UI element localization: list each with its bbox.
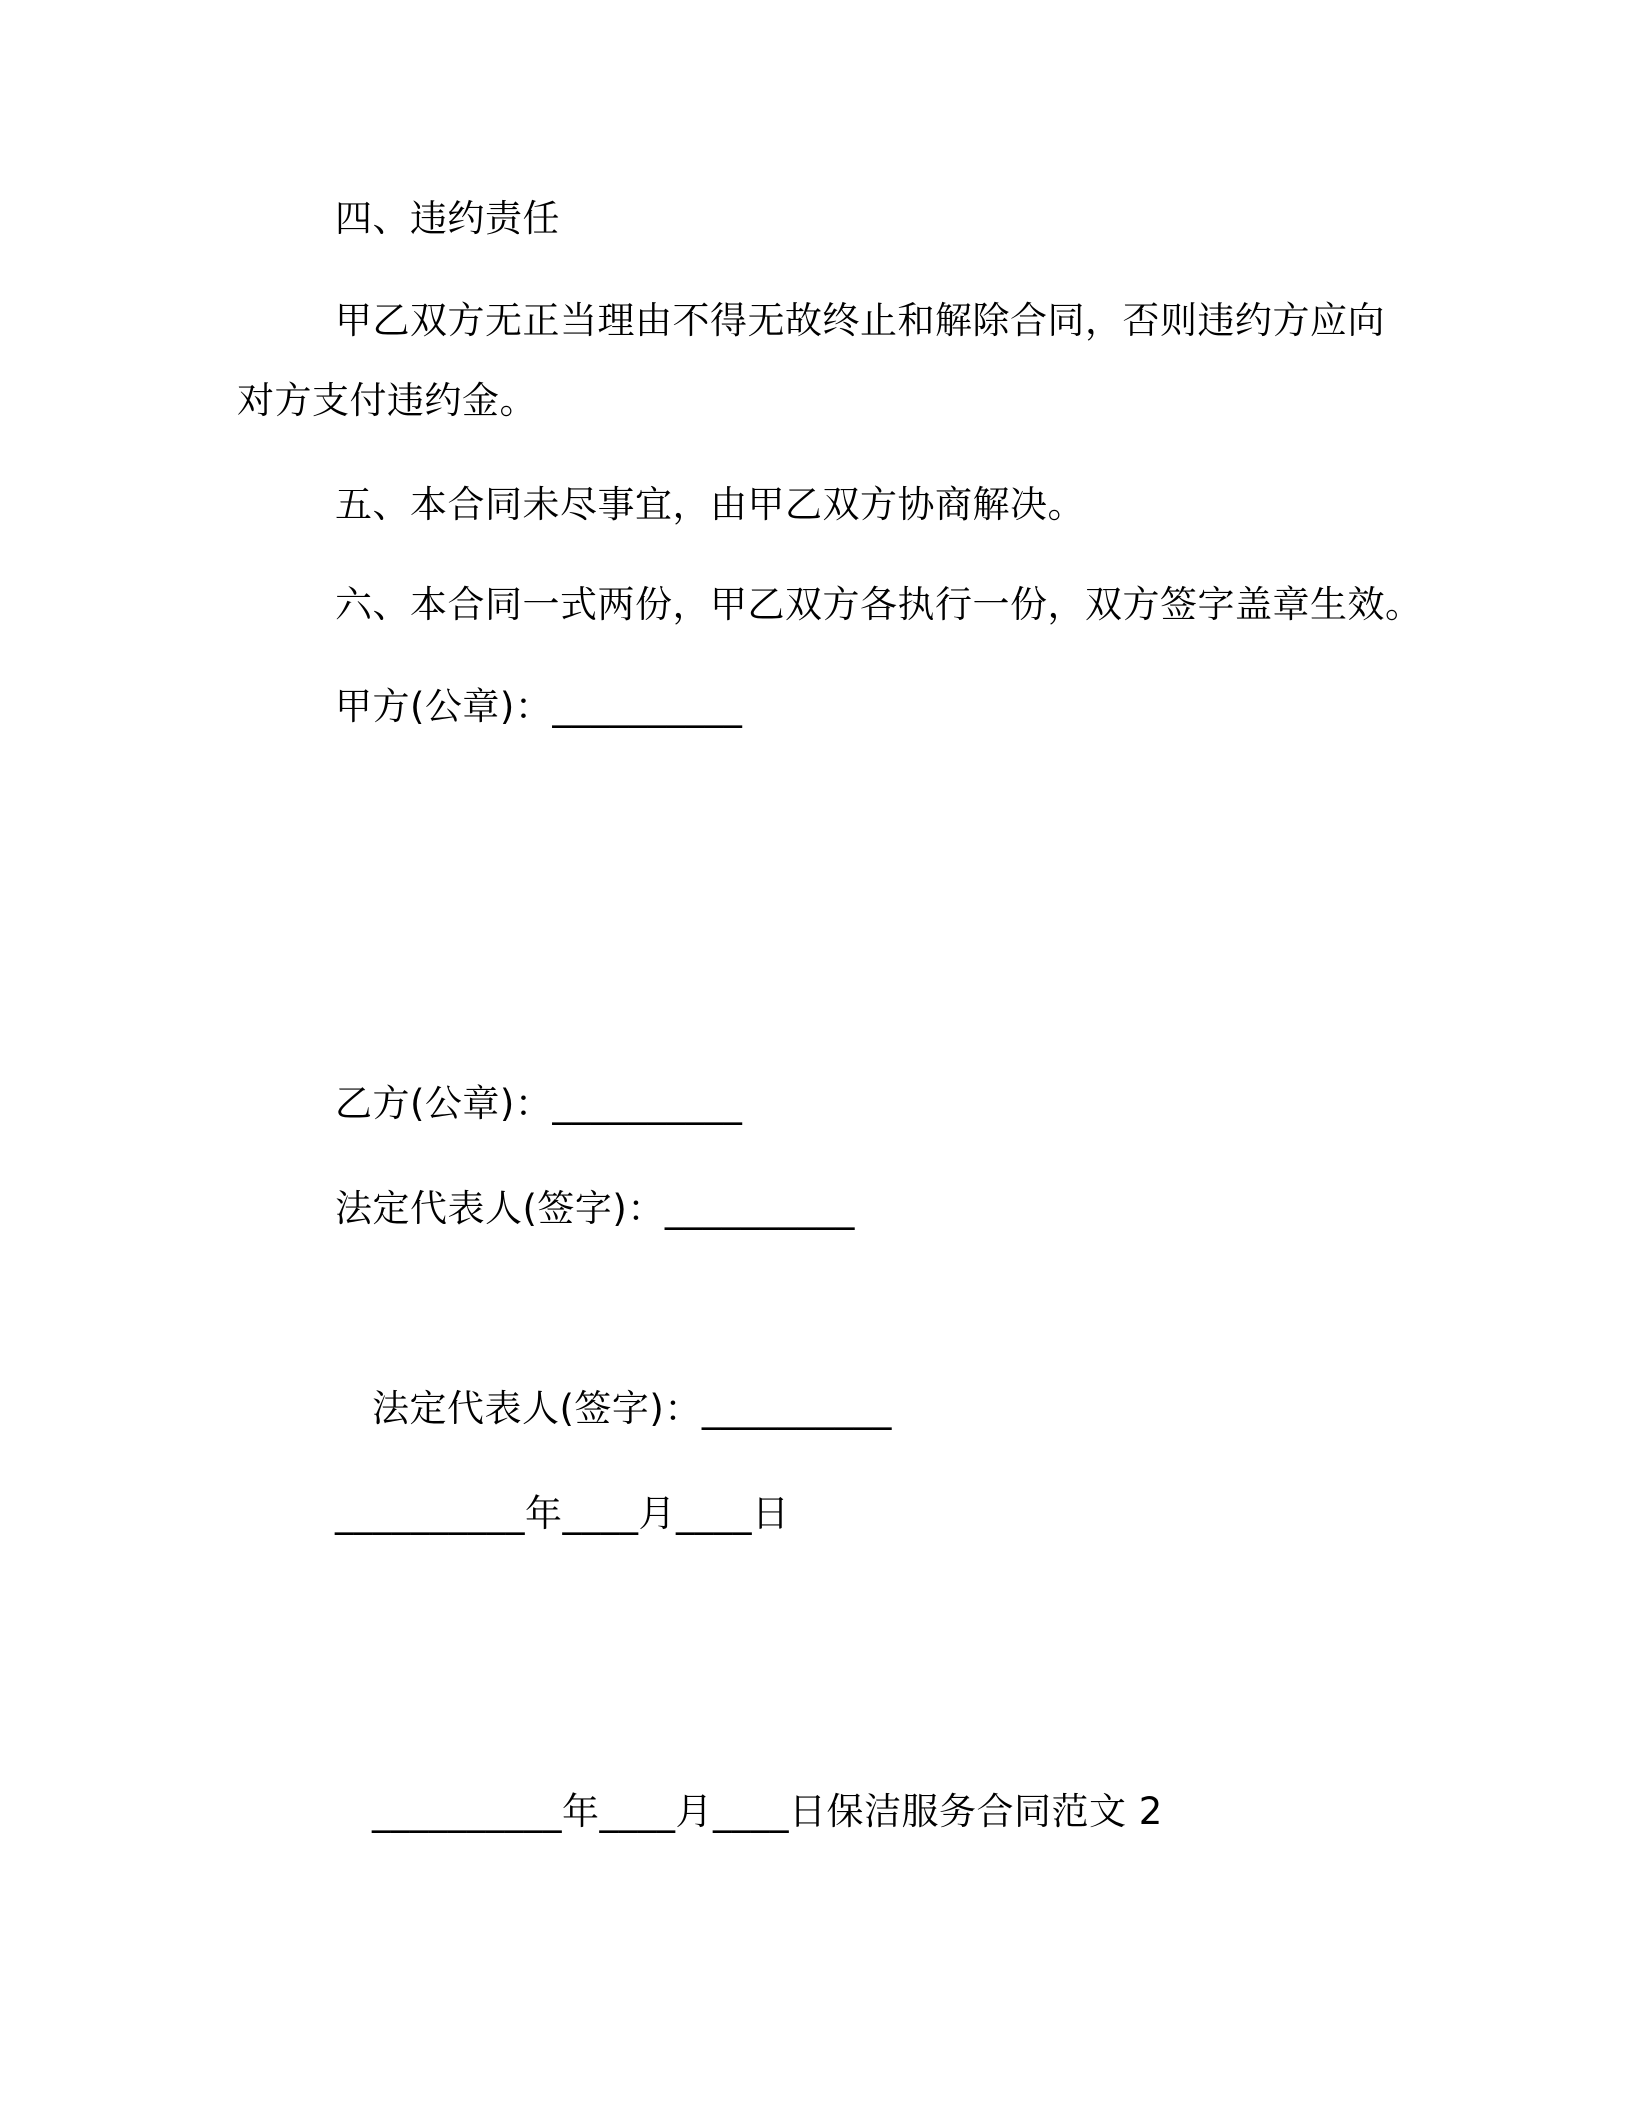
section-5-text: 五、本合同未尽事宜，由甲乙双方协商解决。	[335, 483, 1085, 526]
party-b-seal-line: 乙方(公章)：__________	[335, 1082, 743, 1125]
date-line: __________年____月____日	[335, 1492, 790, 1535]
party-a-seal-line: 甲方(公章)：__________	[335, 685, 743, 728]
date-line-with-next-title: __________年____月____日保洁服务合同范文 2	[372, 1790, 1163, 1833]
section-4-body: 甲乙双方无正当理由不得无故终止和解除合同，否则违约方应向对方支付违约金。	[237, 299, 1385, 422]
legal-rep-signature-line: 法定代表人(签字)：__________	[335, 1187, 855, 1230]
legal-rep-signature-line: 法定代表人(签字)：__________	[372, 1387, 892, 1430]
section-6-text: 六、本合同一式两份，甲乙双方各执行一份，双方签字盖章生效。	[335, 583, 1423, 626]
section-4-heading: 四、违约责任	[335, 197, 560, 240]
